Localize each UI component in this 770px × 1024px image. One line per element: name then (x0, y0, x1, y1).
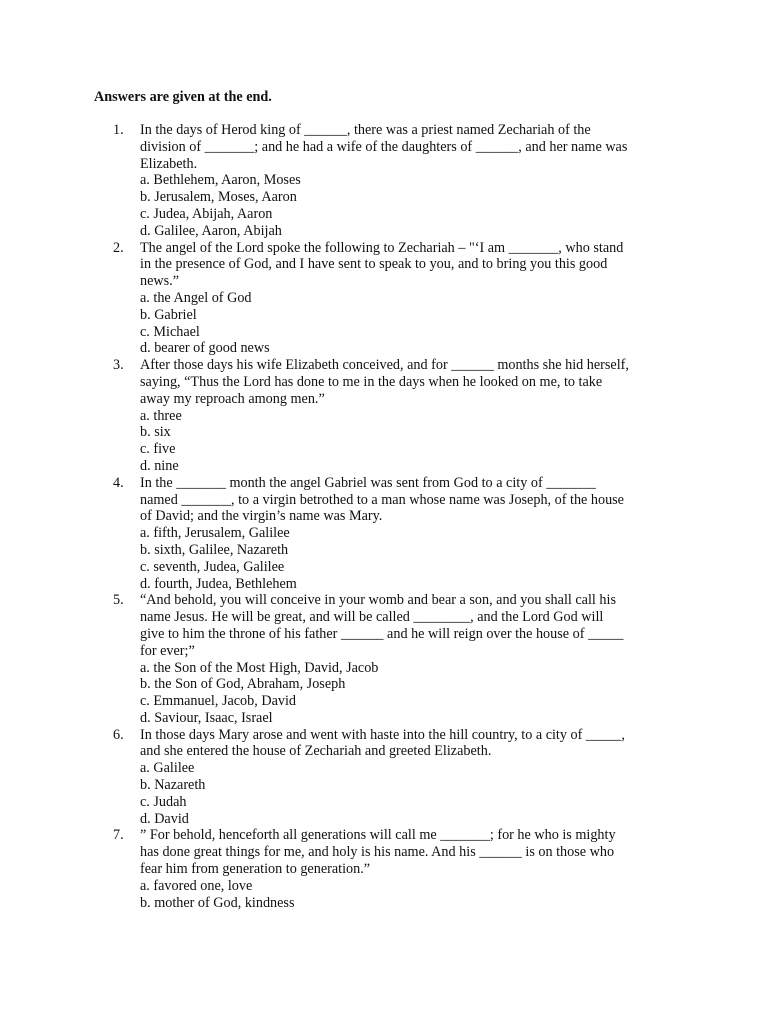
question-number: 3. (113, 357, 124, 374)
question-text-line: news.” (140, 273, 180, 290)
answer-option: b. six (140, 424, 171, 441)
question-text-line: division of _______; and he had a wife of the daughters of ______, and her name was (140, 138, 628, 155)
question-item (0, 122, 770, 240)
question-item (0, 475, 770, 593)
answer-option: d. David (140, 810, 189, 827)
question-text-line: has done great things for me, and holy is his name. And his ______ is on those who (140, 844, 615, 861)
answer-option: c. seventh, Judea, Galilee (140, 558, 285, 575)
question-text-line: The angel of the Lord spoke the following to Zechariah – "‘I am _______, who stand (140, 239, 624, 256)
question-text-line: In the days of Herod king of ______, there was a priest named Zechariah of the (140, 122, 591, 138)
answer-option: a. the Son of the Most High, David, Jacob (140, 659, 379, 676)
question-text-line: of David; and the virgin’s name was Mary. (140, 508, 383, 525)
question-text-line: in the presence of God, and I have sent to speak to you, and to bring you this good (140, 256, 608, 273)
question-text-line: saying, “Thus the Lord has done to me in the days when he looked on me, to take (140, 373, 603, 390)
answer-option: c. Judea, Abijah, Aaron (140, 205, 273, 222)
question-text-line: give to him the throne of his father ______ and he will reign over the house of _____ (140, 625, 624, 642)
answer-option: b. sixth, Galilee, Nazareth (140, 541, 289, 558)
answer-option: b. the Son of God, Abraham, Joseph (140, 676, 346, 693)
question-text-line: In those days Mary arose and went with haste into the hill country, to a city of _____, (140, 726, 625, 743)
question-body (140, 475, 680, 593)
question-body (140, 592, 680, 726)
question-number: 5. (113, 592, 124, 609)
answer-option: d. fourth, Judea, Bethlehem (140, 575, 297, 592)
question-body (140, 727, 680, 828)
page-heading: Answers are given at the end. (94, 89, 272, 105)
question-body (140, 122, 680, 240)
question-text-line: fear him from generation to generation.” (140, 861, 371, 878)
question-text-line: After those days his wife Elizabeth conceived, and for ______ months she hid herself, (140, 357, 629, 374)
question-text-line: Elizabeth. (140, 155, 198, 172)
question-text-line: named _______, to a virgin betrothed to a man whose name was Joseph, of the house (140, 491, 624, 508)
question-body (140, 827, 680, 911)
question-item (0, 727, 770, 828)
question-text-line: In the _______ month the angel Gabriel was sent from God to a city of _______ (140, 474, 596, 491)
question-item (0, 240, 770, 358)
answer-option: b. Gabriel (140, 306, 197, 323)
question-text-line: “And behold, you will conceive in your womb and bear a son, and you shall call his (140, 592, 616, 609)
answer-option: b. Nazareth (140, 777, 206, 794)
question-text-line: ” For behold, henceforth all generations will call me _______; for he who is mighty (140, 827, 616, 844)
answer-option: d. nine (140, 457, 179, 474)
answer-option: c. Michael (140, 323, 200, 340)
answer-option: a. favored one, love (140, 877, 253, 894)
answer-option: b. mother of God, kindness (140, 894, 295, 911)
answer-option: c. five (140, 441, 176, 458)
question-item (0, 827, 770, 911)
question-item (0, 592, 770, 726)
question-number: 4. (113, 474, 124, 491)
question-list (0, 122, 770, 911)
question-text-line: and she entered the house of Zechariah and greeted Elizabeth. (140, 743, 492, 760)
answer-option: d. Galilee, Aaron, Abijah (140, 222, 282, 239)
question-number: 2. (113, 239, 124, 256)
answer-option: a. the Angel of God (140, 289, 252, 306)
question-number: 7. (113, 827, 124, 844)
answer-option: c. Emmanuel, Jacob, David (140, 693, 297, 710)
answer-option: b. Jerusalem, Moses, Aaron (140, 189, 297, 206)
question-item (0, 357, 770, 475)
answer-option: d. bearer of good news (140, 340, 270, 357)
answer-option: c. Judah (140, 793, 187, 810)
answer-option: a. three (140, 407, 182, 424)
answer-option: d. Saviour, Isaac, Israel (140, 709, 273, 726)
question-body (140, 357, 680, 475)
question-body (140, 240, 680, 358)
question-number: 1. (113, 122, 124, 138)
answer-option: a. Galilee (140, 760, 195, 777)
answer-option: a. Bethlehem, Aaron, Moses (140, 172, 301, 189)
question-number: 6. (113, 726, 124, 743)
answer-option: a. fifth, Jerusalem, Galilee (140, 525, 290, 542)
question-text-line: away my reproach among men.” (140, 390, 325, 407)
question-text-line: name Jesus. He will be great, and will be called ________, and the Lord God will (140, 609, 604, 626)
question-text-line: for ever;” (140, 642, 195, 659)
